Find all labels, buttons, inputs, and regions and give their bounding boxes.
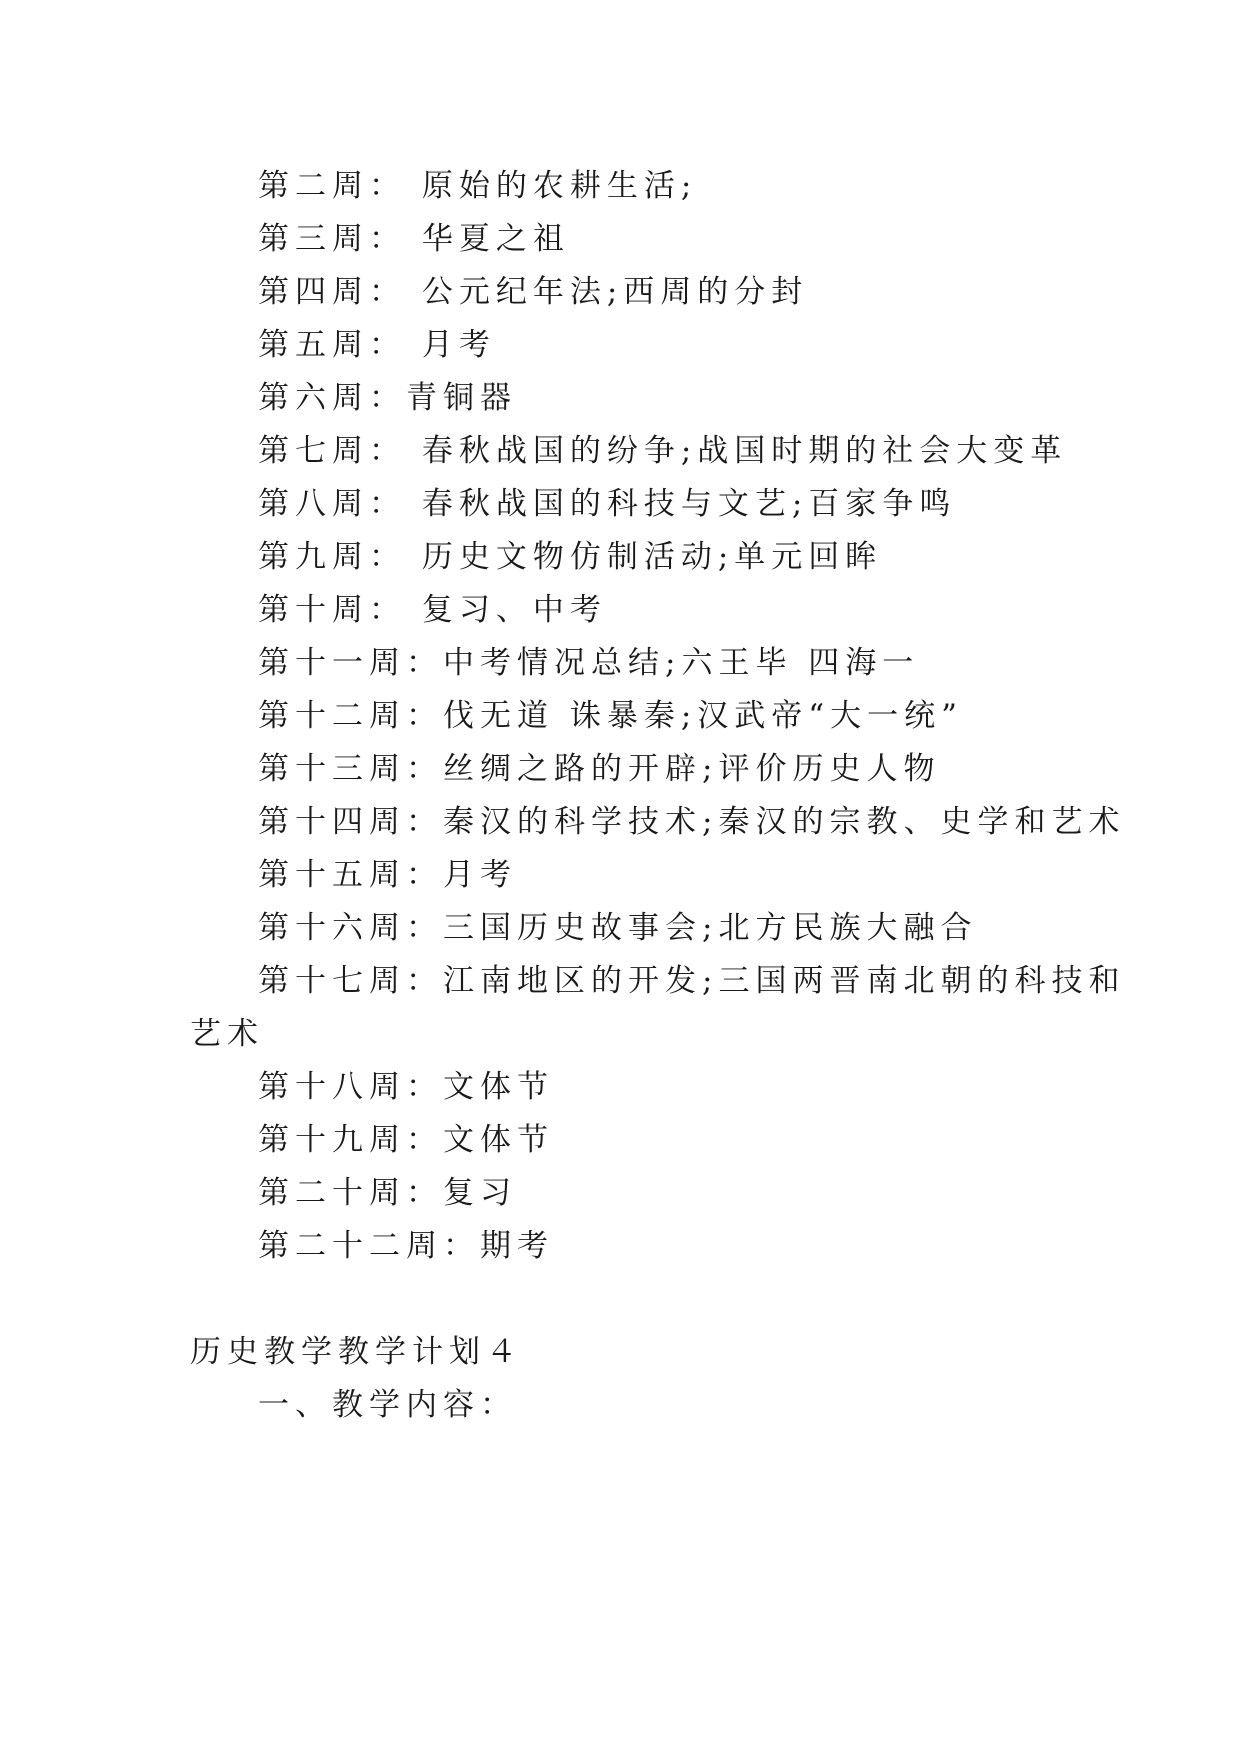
week-label: 第六周： — [258, 380, 406, 416]
week-content: 原始的农耕生活; — [406, 168, 698, 204]
week-label: 第三周： — [258, 221, 406, 257]
schedule-line-week-9 — [258, 537, 882, 577]
week-label: 第十二周： — [258, 698, 443, 734]
week-label: 第九周： — [258, 539, 406, 575]
schedule-line-week-7 — [258, 431, 1067, 471]
week-label: 第七周： — [258, 433, 406, 469]
week-label: 第十周： — [258, 592, 406, 628]
week-content: 三国历史故事会;北方民族大融合 — [443, 910, 978, 946]
schedule-line-week-2 — [258, 166, 697, 206]
schedule-line-week-12 — [258, 696, 963, 736]
schedule-line-week-6 — [258, 378, 517, 418]
week-content: 历史文物仿制活动;单元回眸 — [406, 539, 883, 575]
schedule-line-week-17 — [258, 961, 1125, 1001]
week-content: 文体节 — [443, 1069, 554, 1105]
week-content: 丝绸之路的开辟;评价历史人物 — [443, 751, 941, 787]
schedule-line-week-4 — [258, 272, 808, 312]
week-label: 第五周： — [258, 327, 406, 363]
schedule-line-week-20 — [258, 1173, 517, 1213]
week-content-continuation: 艺术 — [190, 1016, 264, 1052]
week-label: 第十八周： — [258, 1069, 443, 1105]
schedule-line-week-13 — [258, 749, 940, 789]
schedule-line-week-22 — [258, 1226, 554, 1266]
week-label: 第八周： — [258, 486, 406, 522]
section-heading: 一、教学内容： — [258, 1387, 517, 1423]
schedule-line-week-3 — [258, 219, 570, 259]
week-content: 复习、中考 — [406, 592, 607, 628]
week-content: 文体节 — [443, 1122, 554, 1158]
week-content: 秦汉的科学技术;秦汉的宗教、史学和艺术 — [443, 804, 1126, 840]
week-content: 月考 — [406, 327, 496, 363]
week-label: 第十一周： — [258, 645, 443, 681]
week-label: 第十六周： — [258, 910, 443, 946]
schedule-line-week-16 — [258, 908, 977, 948]
week-content: 青铜器 — [406, 380, 517, 416]
week-content: 江南地区的开发;三国两晋南北朝的科技和 — [443, 963, 1126, 999]
schedule-line-week-8 — [258, 484, 956, 524]
week-content: 公元纪年法;西周的分封 — [406, 274, 809, 310]
week-label: 第十五周： — [258, 857, 443, 893]
week-content: 伐无道 诛暴秦;汉武帝“大一统” — [443, 698, 963, 734]
schedule-line-week-15 — [258, 855, 517, 895]
week-label: 第十三周： — [258, 751, 443, 787]
week-label: 第二周： — [258, 168, 406, 204]
schedule-line-week-10 — [258, 590, 607, 630]
schedule-line-week-17-continuation — [190, 1014, 264, 1054]
schedule-line-week-19 — [258, 1120, 554, 1160]
week-label: 第二十周： — [258, 1175, 443, 1211]
week-content: 春秋战国的纷争;战国时期的社会大变革 — [406, 433, 1068, 469]
week-label: 第十七周： — [258, 963, 443, 999]
schedule-line-week-11 — [258, 643, 919, 683]
week-content: 华夏之祖 — [406, 221, 570, 257]
week-content: 中考情况总结;六王毕 四海一 — [443, 645, 920, 681]
schedule-line-week-5 — [258, 325, 496, 365]
week-label: 第二十二周： — [258, 1228, 480, 1264]
week-content: 春秋战国的科技与文艺;百家争鸣 — [406, 486, 957, 522]
week-label: 第四周： — [258, 274, 406, 310]
schedule-line-week-14 — [258, 802, 1125, 842]
week-content: 期考 — [480, 1228, 554, 1264]
week-content: 月考 — [443, 857, 517, 893]
schedule-line-week-18 — [258, 1067, 554, 1107]
week-label: 第十四周： — [258, 804, 443, 840]
week-content: 复习 — [443, 1175, 517, 1211]
section-title: 历史教学教学计划４ — [190, 1334, 523, 1370]
week-label: 第十九周： — [258, 1122, 443, 1158]
